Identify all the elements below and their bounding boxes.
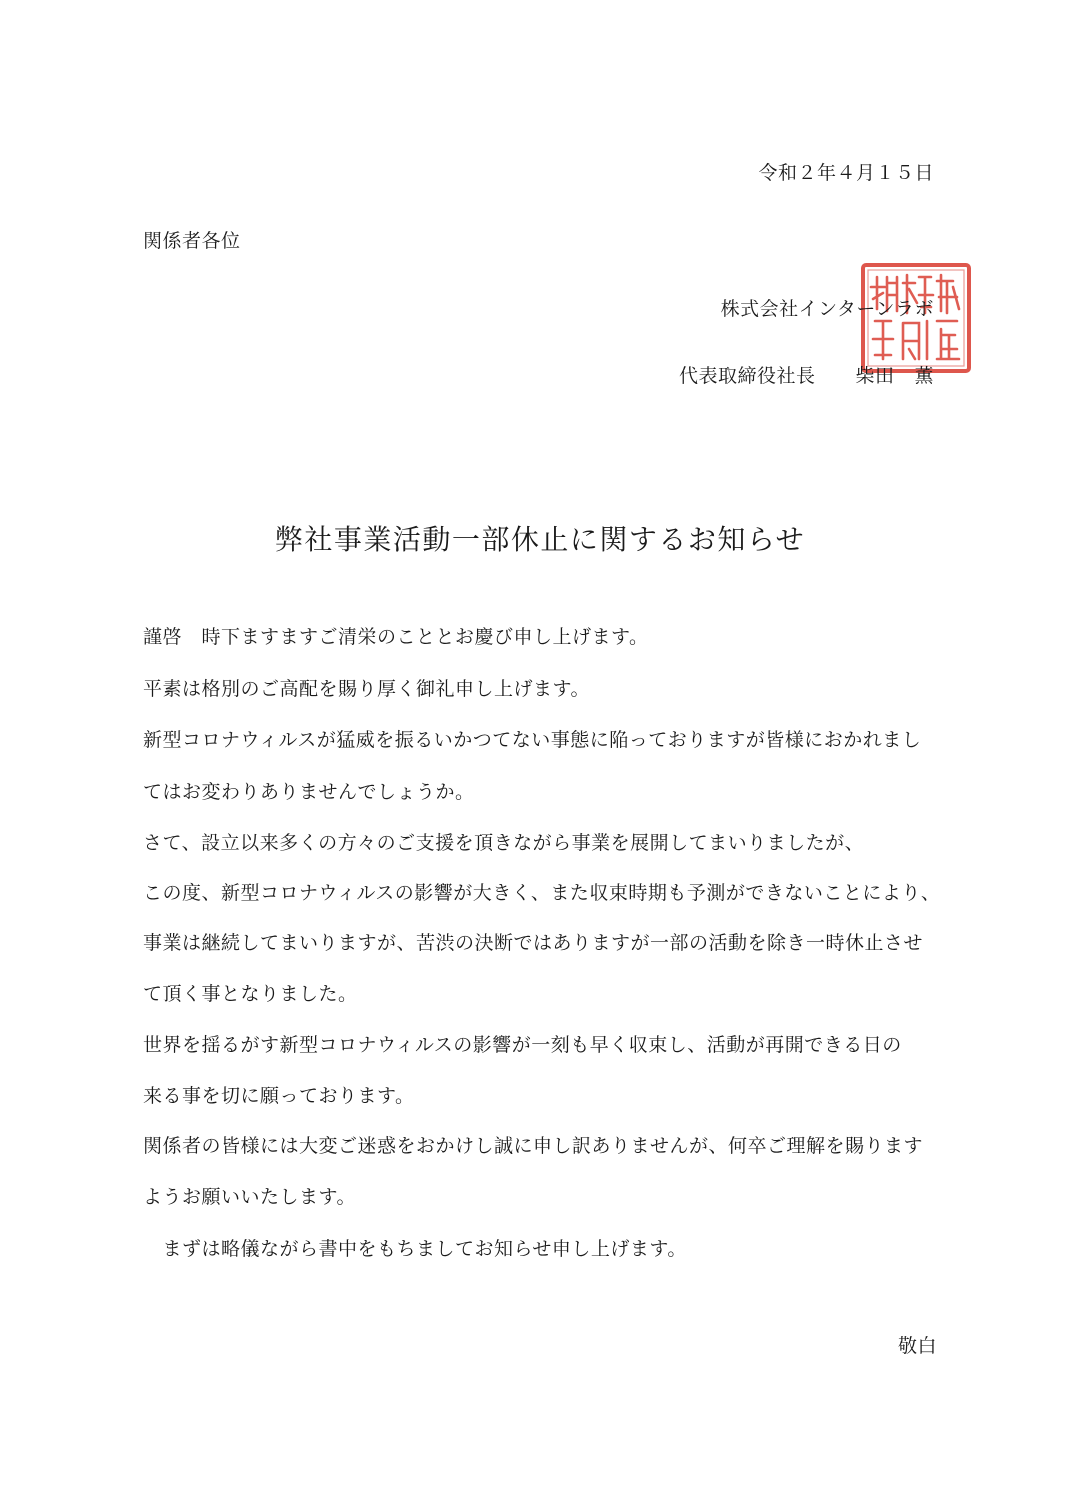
closing-word: 敬白 — [897, 1335, 937, 1357]
representative-line — [679, 367, 934, 386]
body-line: まずは略儀ながら書中をもちましてお知らせ申し上げます。 — [143, 1238, 687, 1260]
body-line: 謹啓 時下ますますご清栄のこととお慶び申し上げます。 — [143, 626, 649, 648]
body-line: さて、設立以来多くの方々のご支援を頂きながら事業を展開してまいりましたが、 — [143, 832, 865, 854]
body-line: 平素は格別のご高配を賜り厚く御礼申し上げます。 — [143, 678, 590, 700]
body-line: て頂く事となりました。 — [143, 983, 358, 1005]
body-line: 新型コロナウィルスが猛威を振るいかつてない事態に陥っておりますが皆様におかれまし — [143, 729, 922, 751]
representative-title: 代表取締役社長 — [678, 365, 816, 387]
body-line: 来る事を切に願っております。 — [143, 1085, 415, 1107]
body-line: 事業は継続してまいりますが、苦渋の決断ではありますが一部の活動を除き一時休止させ — [143, 932, 924, 954]
body-line: てはお変わりありませんでしょうか。 — [143, 781, 475, 803]
company-name: 株式会社インターンラボ — [720, 298, 934, 320]
document-date: 令和２年４月１５日 — [758, 162, 934, 184]
body-line: ようお願いいたします。 — [143, 1186, 356, 1208]
body-line: この度、新型コロナウィルスの影響が大きく、また収束時期も予測ができないことにより、 — [143, 882, 941, 904]
recipient-line: 関係者各位 — [143, 230, 241, 252]
representative-given-name: 薫 — [914, 365, 934, 387]
document-title: 弊社事業活動一部休止に関するお知らせ — [274, 523, 806, 556]
body-line: 関係者の皆様には大変ご迷惑をおかけし誠に申し訳ありませんが、何卒ご理解を賜ります — [143, 1135, 924, 1157]
body-line: 世界を揺るがす新型コロナウィルスの影響が一刻も早く収束し、活動が再開できる日の — [143, 1034, 902, 1056]
representative-surname: 柴田 — [855, 365, 895, 387]
